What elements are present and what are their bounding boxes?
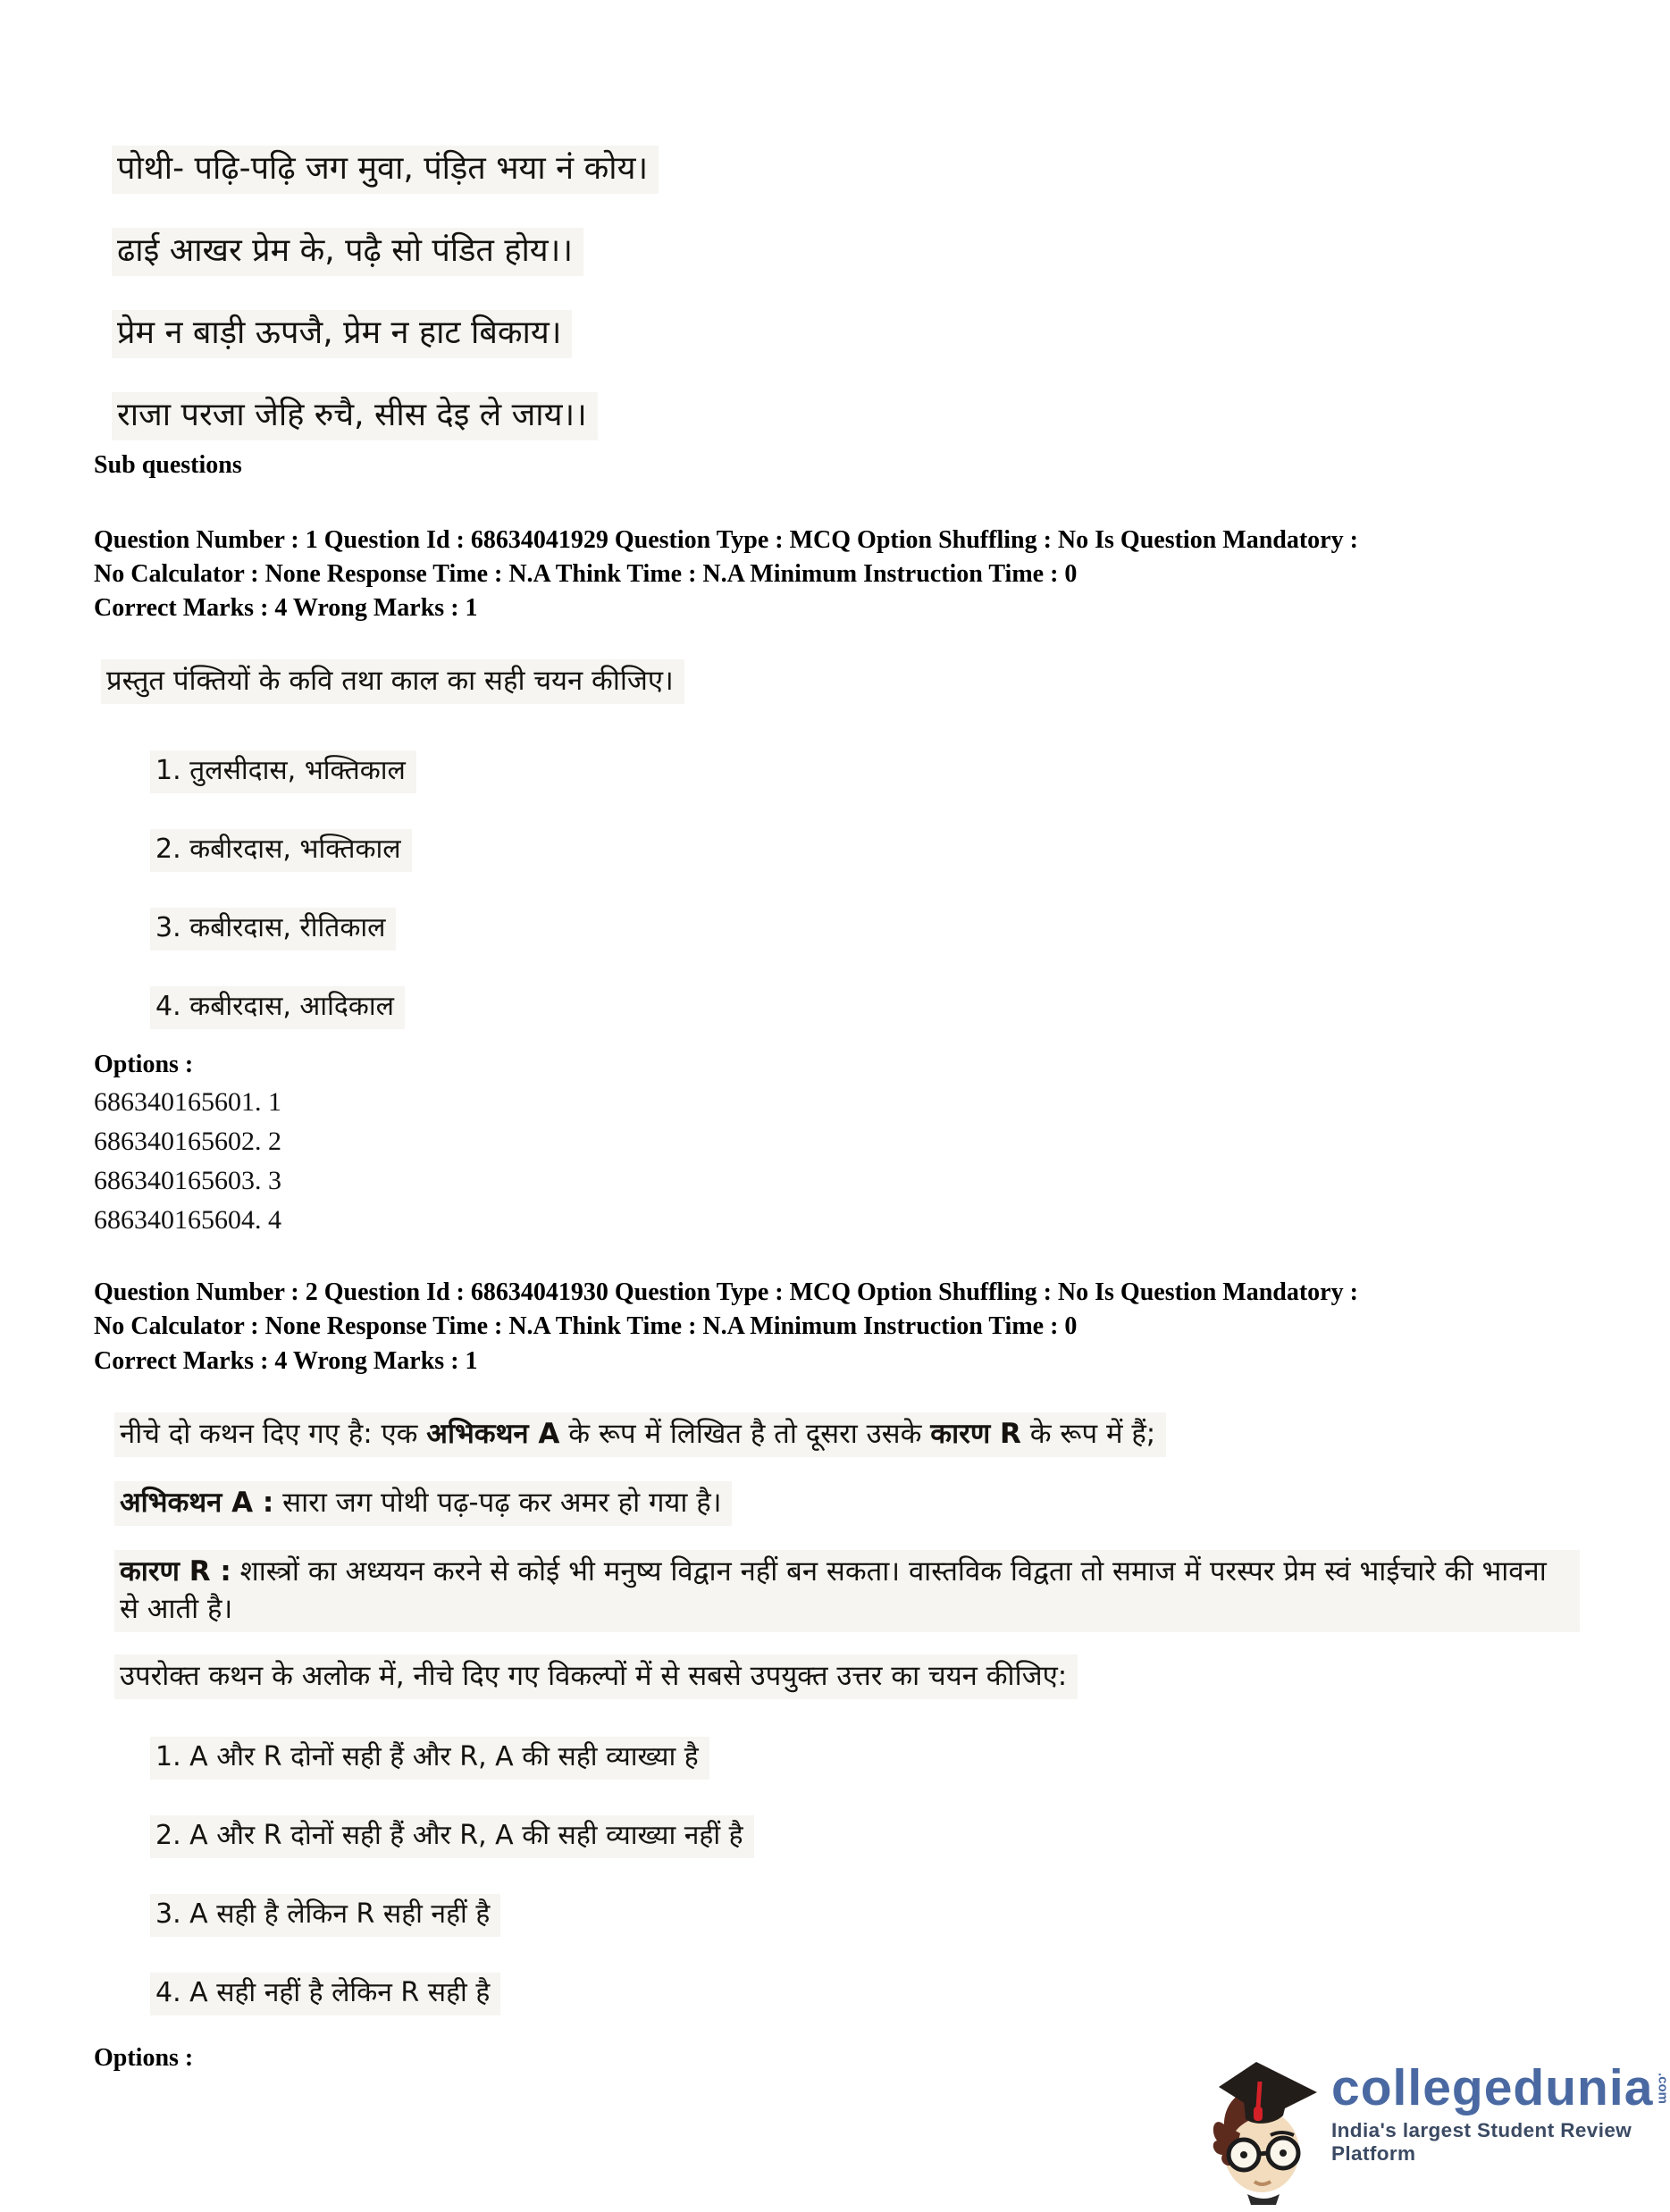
collegedunia-dotcom: .com [1655,2073,1670,2105]
choice-option: 3. कबीरदास, रीतिकाल [150,908,396,951]
collegedunia-tagline: India's largest Student Review Platform [1331,2119,1632,2165]
intro-segment: के रूप में हैं; [1020,1418,1156,1450]
choice-option: 3. A सही है लेकिन R सही नहीं है [150,1894,500,1937]
choice-option: 4. A सही नहीं है लेकिन R सही है [150,1973,500,2015]
reason-line [114,1550,1580,1632]
question-2-marks: Correct Marks : 4 Wrong Marks : 1 [94,1347,478,1375]
question-1-meta [94,524,1358,591]
choice-option: 1. A और R दोनों सही हैं और R, A की सही व्याख्या है [150,1737,709,1780]
question-2-choices [150,1737,754,2015]
poem-line: राजा परजा जेहि रुचै, सीस देइ ले जाय।। [112,392,598,440]
question-2-instruction: उपरोक्त कथन के अलोक में, नीचे दिए गए विकल्पों में से सबसे उपयुक्त उत्तर का चयन कीजिए: [114,1655,1078,1699]
choice-option: 2. कबीरदास, भक्तिकाल [150,829,412,872]
question-meta-line: No Calculator : None Response Time : N.A Think Time : N.A Minimum Instruction Time : 0 [94,1312,1078,1340]
question-2-intro [114,1412,1166,1457]
collegedunia-logo [1204,2059,1670,2209]
reason-label: कारण R : [120,1555,231,1588]
option-id: 686340165604. 4 [94,1205,281,1235]
collegedunia-wordmark: collegedunia [1331,2059,1654,2116]
reason-text: शास्त्रों का अध्ययन करने से कोई भी मनुष्य विद्वान नहीं बन सकता। वास्तविक विद्वता तो समाज में परस्पर प्रेम स्वं भाईचारे की भावना से आती है। [120,1555,1547,1625]
intro-segment: के रूप में लिखित है तो दूसरा उसके [559,1418,931,1450]
assertion-line [114,1481,732,1526]
poem-line: पोथी- पढ़ि-पढ़ि जग मुवा, पंड़ित भया नं कोय। [112,146,659,194]
options-heading: Options : [94,1051,194,1078]
option-id: 686340165602. 2 [94,1127,281,1156]
option-id: 686340165601. 1 [94,1087,281,1117]
options-heading: Options : [94,2044,194,2072]
sub-questions-heading: Sub questions [94,451,242,479]
question-meta-line: No Calculator : None Response Time : N.A Think Time : N.A Minimum Instruction Time : 0 [94,560,1078,588]
question-2-meta [94,1276,1358,1344]
question-meta-line: Question Number : 2 Question Id : 68634041930 Question Type : MCQ Option Shuffling : No Is Question Mandatory : [94,1278,1358,1306]
assertion-label: अभिकथन A : [120,1487,274,1519]
option-id: 686340165603. 3 [94,1166,281,1195]
collegedunia-mascot-icon [1204,2062,1324,2209]
poem-line: प्रेम न बाड़ी ऊपजै, प्रेम न हाट बिकाय। [112,310,572,358]
poem-block [112,146,659,440]
choice-option: 4. कबीरदास, आदिकाल [150,986,405,1029]
reason-term: कारण R [930,1418,1021,1450]
poem-line: ढाई आखर प्रेम के, पढ़ै सो पंडित होय।। [112,228,583,276]
question-1-choices [150,750,416,1029]
choice-option: 2. A और R दोनों सही हैं और R, A की सही व्याख्या नहीं है [150,1815,754,1858]
question-1-option-ids [94,1083,281,1240]
question-1-text: प्रस्तुत पंक्तियों के कवि तथा काल का सही चयन कीजिए। [101,659,684,704]
intro-segment: नीचे दो कथन दिए गए है: एक [120,1418,427,1450]
choice-option: 1. तुलसीदास, भक्तिकाल [150,750,416,793]
question-meta-line: Question Number : 1 Question Id : 68634041929 Question Type : MCQ Option Shuffling : No Is Question Mandatory : [94,526,1358,554]
question-1-marks: Correct Marks : 4 Wrong Marks : 1 [94,594,478,622]
assertion-text: सारा जग पोथी पढ़-पढ़ कर अमर हो गया है। [273,1487,722,1519]
assertion-term: अभिकथन A [426,1418,560,1450]
